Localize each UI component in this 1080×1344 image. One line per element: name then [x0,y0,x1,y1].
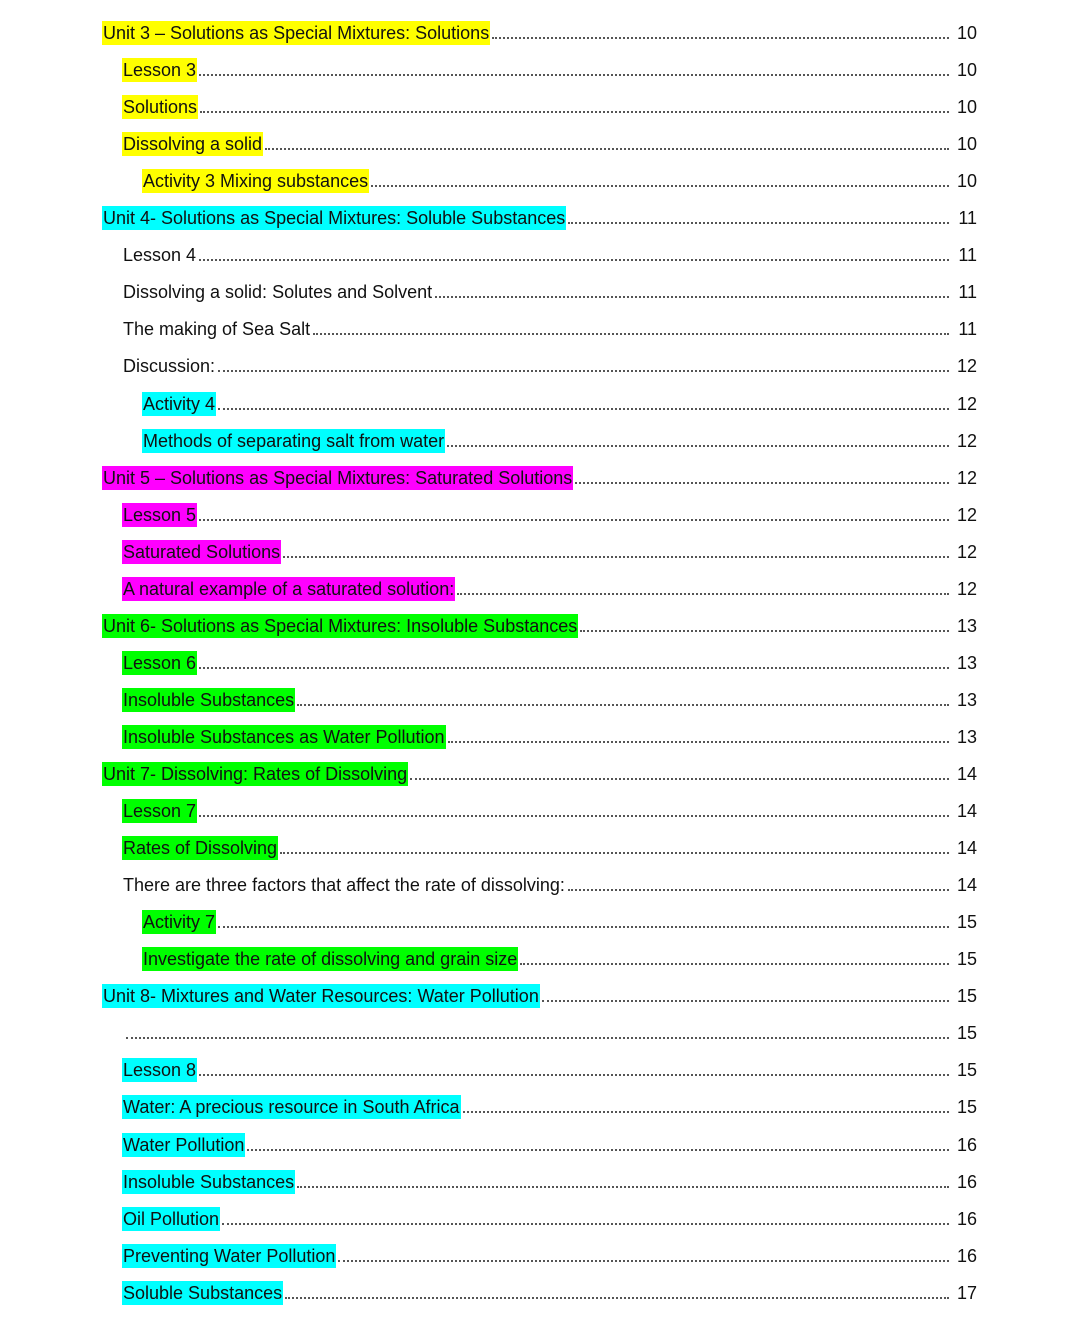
toc-page-number: 15 [956,1023,977,1044]
toc-leader-dots [126,1037,949,1039]
toc-entry[interactable] [122,130,977,156]
toc-entry[interactable] [122,1131,977,1157]
toc-entry[interactable] [102,204,977,230]
toc-leader-dots [520,963,949,965]
toc-page-number: 16 [956,1171,977,1192]
toc-entry-title: Methods of separating salt from water [143,430,445,451]
toc-page-number: 15 [956,1097,977,1118]
toc-leader-dots [200,111,949,113]
toc-leader-dots [463,1111,950,1113]
toc-page-number: 14 [956,875,977,896]
toc-entry-title: There are three factors that affect the rate of dissolving: [123,875,565,896]
toc-entry[interactable] [122,871,977,897]
toc-page-number: 15 [956,949,977,970]
toc-leader-dots [338,1260,949,1262]
toc-entry-title: Unit 6- Solutions as Special Mixtures: Insoluble Substances [103,615,578,636]
toc-leader-dots [199,259,949,261]
toc-leader-dots [199,519,949,521]
toc-entry-title: Rates of Dissolving [123,838,278,859]
toc-entry-title: Lesson 8 [123,1060,197,1081]
toc-entry[interactable] [122,241,977,267]
toc-entry[interactable] [122,797,977,823]
toc-page-number: 14 [956,764,977,784]
toc-leader-dots [199,74,949,76]
toc-entry-title: Solutions [123,97,198,118]
toc-entry-title: Water: A precious resource in South Africa [123,1097,460,1118]
toc-leader-dots [199,667,949,669]
toc-entry-title: Soluble Substances [123,1282,283,1303]
toc-entry-title: The making of Sea Salt [123,319,311,340]
toc-entry[interactable] [142,167,977,193]
toc-page-number: 13 [956,615,977,636]
toc-page-number: 15 [956,986,977,1007]
toc-entry-title: Lesson 7 [123,801,197,822]
toc-page-number: 17 [956,1282,977,1303]
toc-page-number: 10 [956,171,977,192]
toc-leader-dots [285,1297,949,1299]
toc-leader-dots [447,445,949,447]
toc-page-number: 16 [956,1245,977,1266]
toc-entry-title: Unit 7- Dissolving: Rates of Dissolving [103,764,408,784]
toc-entry-title: Dissolving a solid: Solutes and Solvent [123,282,433,303]
toc-leader-dots [218,370,949,372]
toc-leader-dots [492,37,949,39]
toc-leader-dots [448,741,949,743]
toc-page-number: 16 [956,1208,977,1229]
toc-entry[interactable] [122,686,977,712]
toc-entry-title: Unit 8- Mixtures and Water Resources: Water Pollution [103,986,539,1007]
toc-entry[interactable] [122,278,977,304]
toc-page-number: 15 [956,1060,977,1081]
toc-entry[interactable] [122,501,977,527]
toc-leader-dots [265,148,949,150]
toc-entry[interactable] [102,760,977,786]
toc-entry[interactable] [122,1242,977,1268]
toc-page-number: 12 [956,430,977,451]
toc-page-number: 11 [958,208,977,229]
toc-entry[interactable] [102,982,977,1008]
toc-page-number: 16 [956,1134,977,1155]
toc-entry[interactable] [122,1279,977,1305]
toc-entry-title: A natural example of a saturated solution: [123,578,455,599]
toc-leader-dots [580,630,949,632]
toc-page-number: 15 [956,912,977,933]
toc-entry-title: Unit 3 – Solutions as Special Mixtures: Solutions [103,23,490,43]
toc-entry[interactable] [102,612,977,638]
toc-entry-title: Activity 3 Mixing substances [143,171,369,192]
toc-page-number: 12 [956,467,977,488]
toc-leader-dots [283,556,949,558]
toc-entry-title: Activity 7 [143,912,216,933]
toc-leader-dots [297,1186,949,1188]
toc-page-number: 14 [956,838,977,859]
toc-entry[interactable] [122,1093,977,1119]
toc-leader-dots [457,593,949,595]
toc-entry[interactable] [102,464,977,490]
toc-entry-title: Oil Pollution [123,1208,220,1229]
toc-entry[interactable] [122,315,977,341]
toc-page-number: 13 [956,652,977,673]
toc-leader-dots [222,1223,949,1225]
toc-entry[interactable] [122,1168,977,1194]
toc-leader-dots [218,408,949,410]
toc-leader-dots [410,778,949,780]
toc-leader-dots [568,222,949,224]
toc-entry-title: Unit 5 – Solutions as Special Mixtures: Saturated Solutions [103,467,573,488]
toc-entry-title: Insoluble Substances as Water Pollution [123,726,445,747]
toc-leader-dots [280,852,949,854]
toc-entry[interactable] [142,945,977,971]
toc-page-number: 14 [956,801,977,822]
toc-entry-title: Water Pollution [123,1134,245,1155]
toc-entry[interactable] [122,649,977,675]
toc-entry-title: Activity 4 [143,393,216,414]
toc-entry-title: Lesson 5 [123,504,197,525]
toc-leader-dots [199,815,949,817]
toc-page-number: 10 [956,134,977,155]
toc-leader-dots [313,333,949,335]
toc-entry-title: Lesson 4 [123,245,197,266]
toc-leader-dots [247,1149,949,1151]
toc-entry[interactable] [122,56,977,82]
toc-page-number: 10 [956,60,977,81]
toc-entry-title: Dissolving a solid [123,134,263,155]
toc-entry[interactable] [122,1056,977,1082]
toc-page-number: 12 [956,541,977,562]
toc-entry-title: Preventing Water Pollution [123,1245,336,1266]
toc-page-number: 11 [958,282,977,303]
toc-leader-dots [575,482,949,484]
toc-entry-title: Saturated Solutions [123,541,281,562]
toc-page-number: 13 [956,689,977,710]
toc-page-number: 11 [958,319,977,340]
toc-entry[interactable] [122,723,977,749]
toc-leader-dots [297,704,949,706]
toc-page-number: 12 [956,393,977,414]
toc-page-number: 12 [956,504,977,525]
toc-entry[interactable] [102,19,977,45]
toc-entry[interactable] [122,1019,977,1045]
toc-entry[interactable] [142,908,977,934]
toc-entry-title: Lesson 6 [123,652,197,673]
toc-entry[interactable] [122,538,977,564]
toc-leader-dots [218,926,949,928]
toc-leader-dots [568,889,949,891]
toc-entry-title: Insoluble Substances [123,1171,295,1192]
toc-leader-dots [371,185,949,187]
toc-entry[interactable] [122,1205,977,1231]
toc-leader-dots [435,296,949,298]
toc-entry[interactable] [142,390,977,416]
toc-page-number: 10 [956,97,977,118]
toc-entry-title: Lesson 3 [123,60,197,81]
toc-entry[interactable] [142,427,977,453]
toc-entry[interactable] [122,834,977,860]
toc-page-number: 12 [956,356,977,377]
toc-page-number: 13 [956,726,977,747]
toc-leader-dots [199,1074,949,1076]
toc-entry[interactable] [122,352,977,378]
toc-entry-title: Discussion: [123,356,216,377]
toc-page-number: 12 [956,578,977,599]
toc-leader-dots [542,1000,949,1002]
toc-page-number: 10 [956,23,977,43]
toc-entry-title: Unit 4- Solutions as Special Mixtures: Soluble Substances [103,208,566,229]
toc-entry-title: Investigate the rate of dissolving and grain size [143,949,518,970]
toc-entry[interactable] [122,575,977,601]
toc-entry[interactable] [122,93,977,119]
toc-entry-title: Insoluble Substances [123,689,295,710]
toc-page-number: 11 [958,245,977,266]
